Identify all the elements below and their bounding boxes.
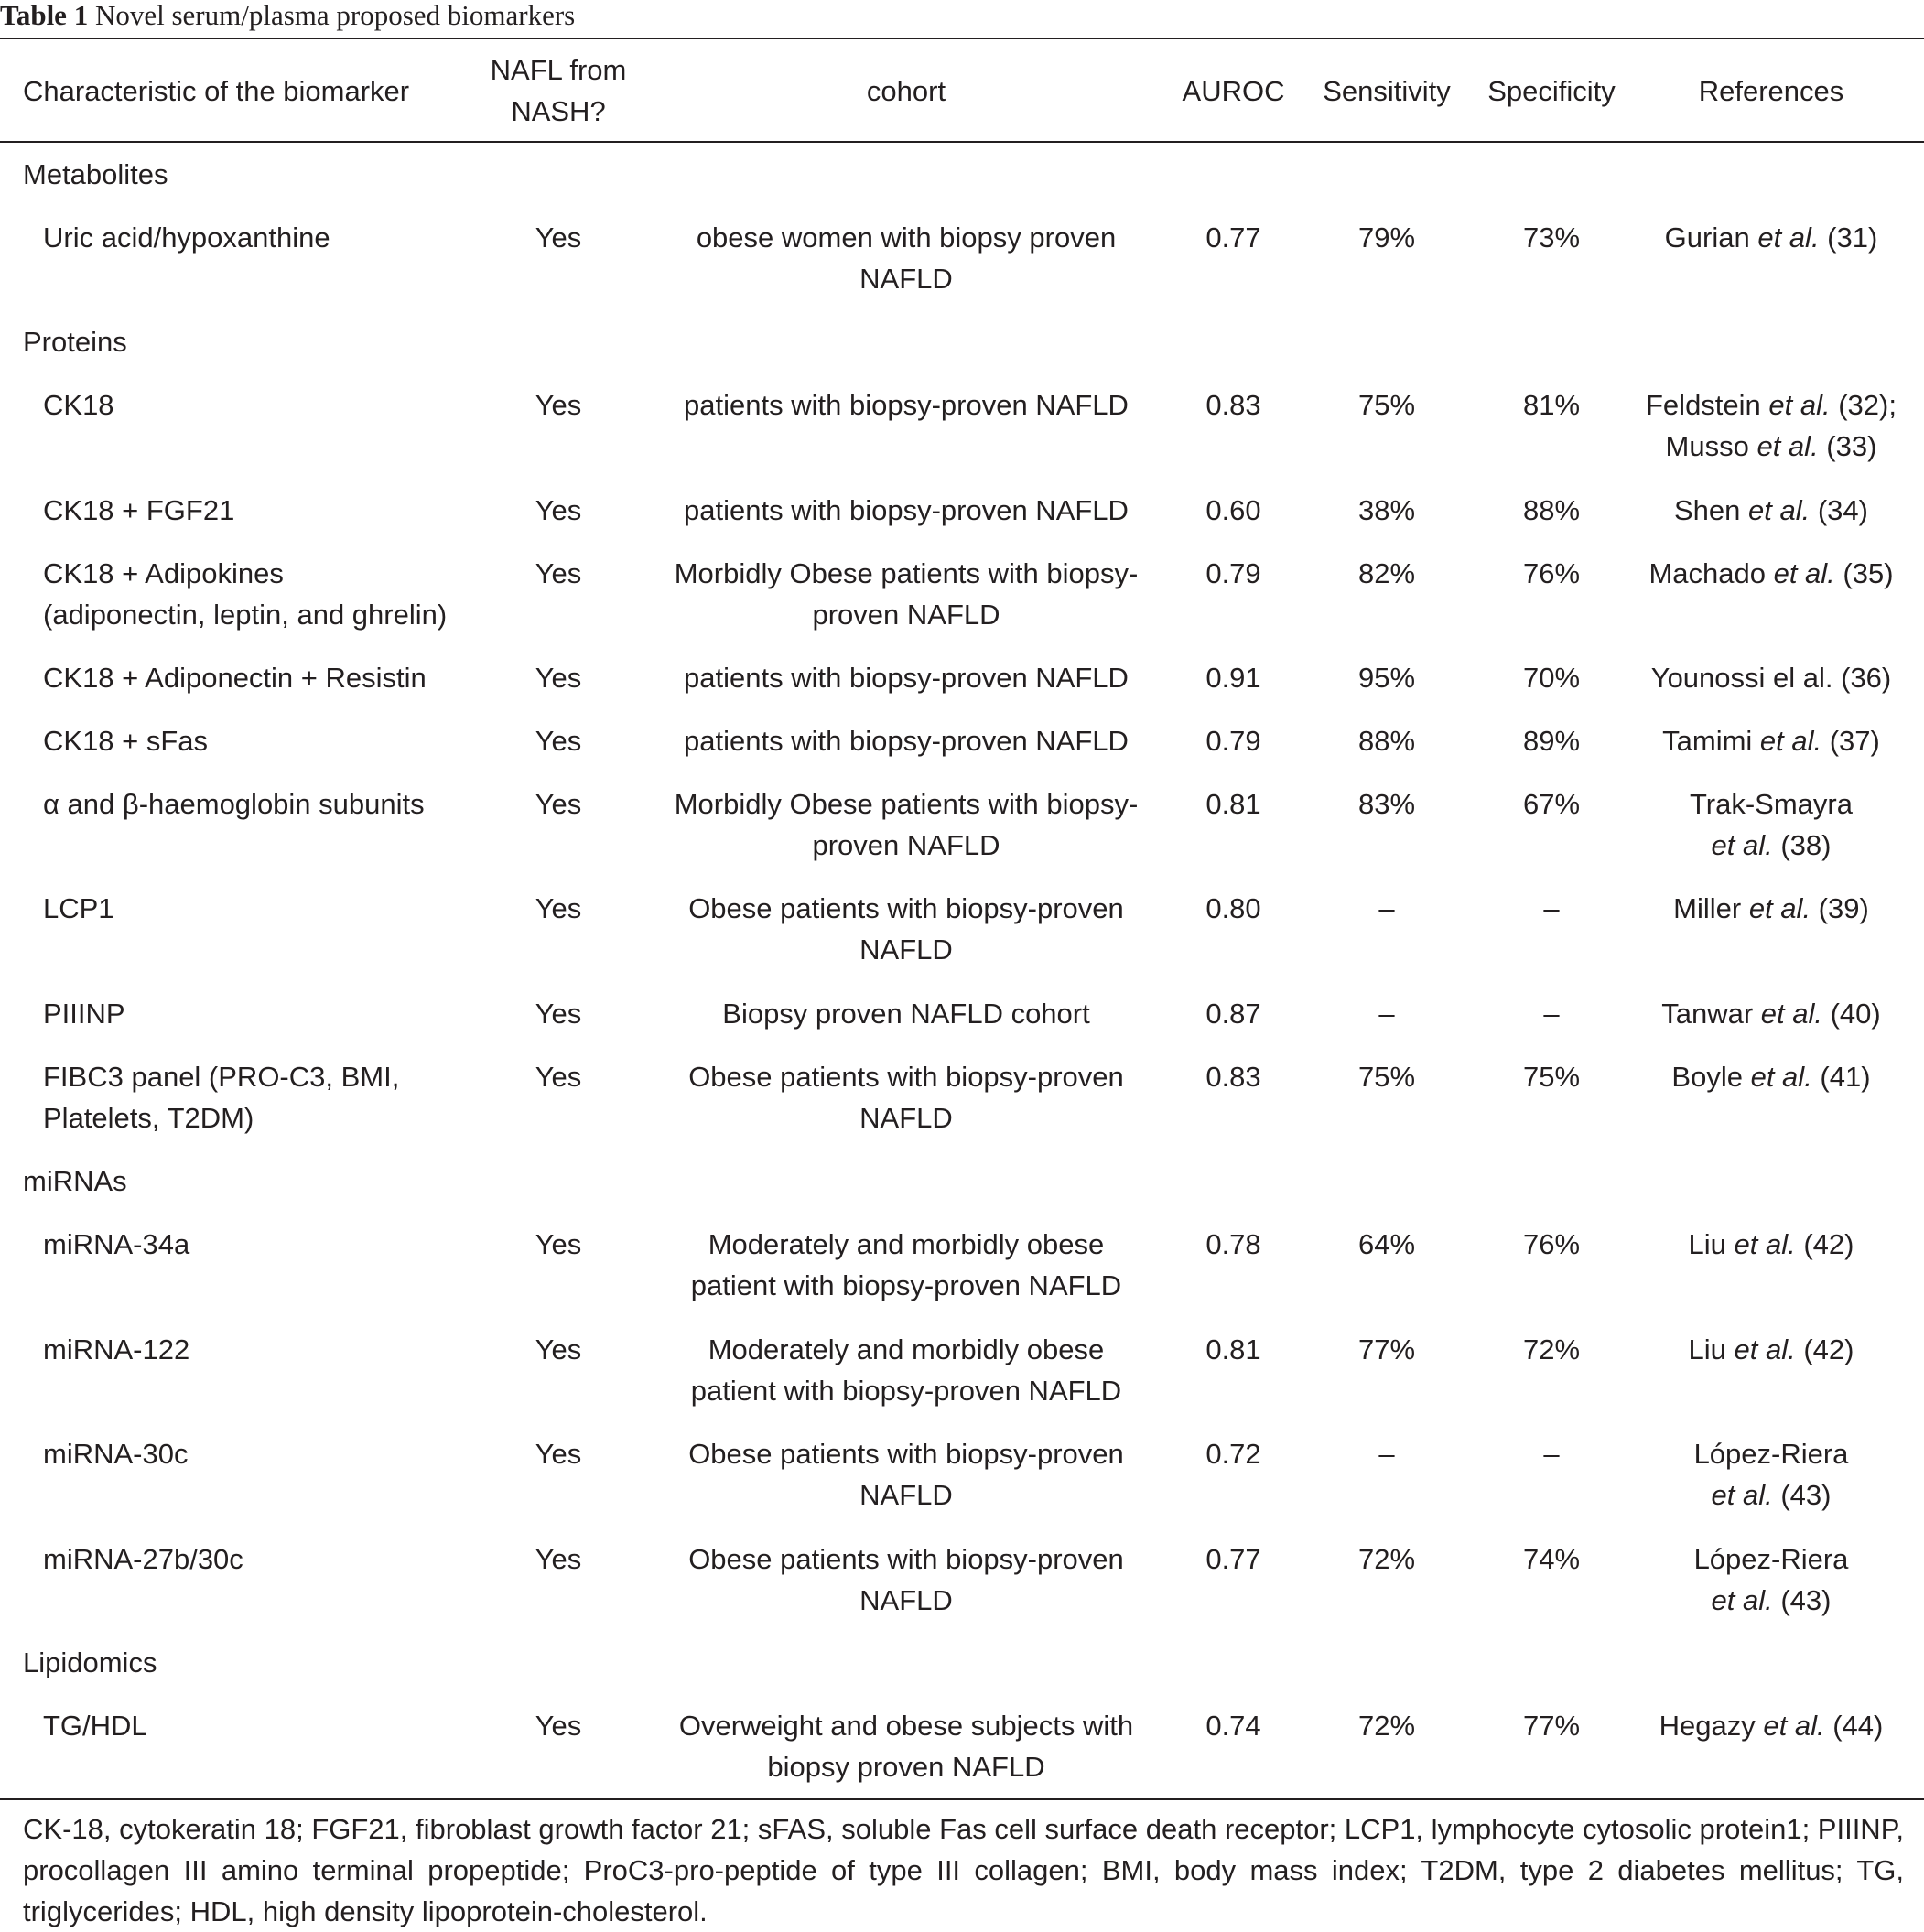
reference-cell — [1634, 888, 1908, 929]
reference-number: (33) — [1818, 430, 1877, 462]
sensitivity-cell: 38% — [1357, 494, 1416, 526]
biomarker-line: α and β-haemoglobin subunits — [43, 788, 425, 820]
auroc-cell: 0.81 — [1205, 788, 1261, 820]
cohort-line: patients with biopsy-proven NAFLD — [684, 725, 1129, 757]
reference-line — [1634, 1705, 1908, 1746]
header-characteristic: Characteristic of the biomarker — [23, 75, 410, 107]
reference-line — [1634, 1580, 1908, 1621]
biomarker-cell — [43, 1538, 482, 1580]
reference-etal: et al. — [1711, 1584, 1773, 1616]
reference-cell — [1634, 553, 1908, 594]
biomarker-cell — [43, 1329, 482, 1370]
header-rule — [0, 141, 1924, 143]
auroc-cell: 0.77 — [1205, 221, 1261, 254]
biomarker-line: CK18 + FGF21 — [43, 494, 235, 526]
reference-cell — [1634, 1433, 1908, 1516]
reference-etal: et al. — [1757, 221, 1820, 254]
biomarker-cell — [43, 657, 482, 698]
biomarker-line: PIIINP — [43, 998, 125, 1030]
cohort-line: proven NAFLD — [812, 829, 1000, 861]
specificity-cell: 70% — [1522, 662, 1581, 694]
reference-number: (44) — [1824, 1710, 1884, 1742]
nafl-from-nash-cell: Yes — [535, 389, 582, 421]
reference-line — [1634, 1224, 1908, 1265]
cohort-cell — [632, 657, 1181, 698]
auroc-cell: 0.83 — [1205, 1061, 1261, 1093]
nafl-from-nash-cell: Yes — [535, 725, 582, 757]
specificity-cell: – — [1543, 892, 1560, 924]
reference-line — [1634, 888, 1908, 929]
reference-author: Liu — [1688, 1333, 1735, 1365]
reference-author: López-Riera — [1693, 1438, 1849, 1470]
reference-cell — [1634, 1329, 1908, 1370]
specificity-cell: 76% — [1522, 557, 1581, 589]
reference-cell — [1634, 384, 1908, 467]
reference-etal: et al. — [1711, 829, 1773, 861]
reference-number: (43) — [1772, 1479, 1832, 1511]
auroc-cell: 0.74 — [1205, 1710, 1261, 1742]
reference-number: (41) — [1811, 1061, 1871, 1093]
cohort-cell — [632, 993, 1181, 1034]
cohort-cell — [632, 1538, 1181, 1621]
nafl-from-nash-cell: Yes — [535, 662, 582, 694]
reference-number: (42) — [1795, 1333, 1854, 1365]
table-footnote: CK-18, cytokeratin 18; FGF21, fibroblast growth factor 21; sFAS, soluble Fas cell surface death receptor; LCP1, lymphocyte cytosolic protein1; PIIINP, procollagen III amino terminal propeptide; ProC3-pro-peptide of type III collagen; BMI, body mass index; T2DM, type 2 diabetes mellitus; TG, triglycerides; HDL, high density lipoprotein-cholesterol. — [23, 1813, 1904, 1927]
reference-line — [1634, 553, 1908, 594]
reference-line — [1634, 720, 1908, 761]
reference-number: (40) — [1822, 998, 1881, 1030]
cohort-cell — [632, 1705, 1181, 1787]
cohort-line: Morbidly Obese patients with biopsy- — [674, 557, 1139, 589]
header-sensitivity: Sensitivity — [1323, 75, 1451, 107]
reference-author: Tanwar — [1661, 998, 1761, 1030]
reference-author: Tamimi — [1662, 725, 1760, 757]
specificity-cell: – — [1543, 1438, 1560, 1470]
biomarker-cell — [43, 888, 482, 929]
cohort-line: Obese patients with biopsy-proven — [688, 892, 1124, 924]
reference-number: (39) — [1811, 892, 1869, 924]
header-references: References — [1698, 75, 1844, 107]
sensitivity-cell: 95% — [1357, 662, 1416, 694]
cohort-line: NAFLD — [859, 934, 953, 966]
reference-etal: et al. — [1748, 892, 1811, 924]
nafl-from-nash-cell: Yes — [535, 557, 582, 589]
cohort-cell — [632, 490, 1181, 531]
table-caption — [0, 0, 575, 37]
reference-cell — [1634, 217, 1908, 258]
cohort-line: NAFLD — [859, 1584, 953, 1616]
reference-number: (35) — [1834, 557, 1894, 589]
reference-line — [1634, 217, 1908, 258]
biomarker-line: (adiponectin, leptin, and ghrelin) — [43, 599, 448, 631]
biomarker-line: CK18 + sFas — [43, 725, 209, 757]
reference-number: (34) — [1810, 494, 1868, 526]
biomarker-line: LCP1 — [43, 892, 114, 924]
header-nafl-from-nash — [458, 49, 659, 132]
specificity-cell: 75% — [1522, 1061, 1581, 1093]
cohort-line: obese women with biopsy proven — [696, 221, 1117, 254]
reference-cell — [1634, 1224, 1908, 1265]
specificity-cell: 77% — [1522, 1710, 1581, 1742]
specificity-cell: 67% — [1522, 788, 1581, 820]
cohort-cell — [632, 1056, 1181, 1139]
cohort-line: Obese patients with biopsy-proven — [688, 1061, 1124, 1093]
table-caption-label: Table 1 — [0, 0, 89, 31]
auroc-cell: 0.87 — [1205, 998, 1261, 1030]
section-lipidomics: Lipidomics — [23, 1646, 157, 1678]
biomarker-line: Uric acid/hypoxanthine — [43, 221, 330, 254]
section-proteins: Proteins — [23, 326, 127, 358]
sensitivity-cell: 83% — [1357, 788, 1416, 820]
sensitivity-cell: 75% — [1357, 1061, 1416, 1093]
cohort-cell — [632, 1329, 1181, 1411]
cohort-line: Morbidly Obese patients with biopsy- — [674, 788, 1139, 820]
reference-number: (32); — [1830, 389, 1897, 421]
top-rule — [0, 38, 1924, 39]
biomarker-cell — [43, 490, 482, 531]
reference-cell — [1634, 1705, 1908, 1746]
reference-author: Miller — [1673, 892, 1749, 924]
specificity-cell: 74% — [1522, 1543, 1581, 1575]
specificity-cell: 81% — [1522, 389, 1581, 421]
biomarker-line: miRNA-122 — [43, 1333, 190, 1365]
cohort-line: Biopsy proven NAFLD cohort — [722, 998, 1090, 1030]
reference-author: Shen — [1674, 494, 1749, 526]
reference-etal: et al. — [1760, 998, 1822, 1030]
header-nafl-line1: NAFL from — [490, 54, 627, 86]
reference-etal: et al. — [1759, 725, 1822, 757]
table-caption-text: Novel serum/plasma proposed biomarkers — [88, 0, 576, 31]
nafl-from-nash-cell: Yes — [535, 494, 582, 526]
cohort-cell — [632, 888, 1181, 970]
cohort-line: NAFLD — [859, 1102, 953, 1134]
cohort-line: biopsy proven NAFLD — [767, 1751, 1045, 1783]
biomarker-line: miRNA-34a — [43, 1228, 190, 1260]
nafl-from-nash-cell: Yes — [535, 1228, 582, 1260]
biomarker-cell — [43, 993, 482, 1034]
nafl-from-nash-cell: Yes — [535, 1710, 582, 1742]
reference-line — [1634, 1329, 1908, 1370]
sensitivity-cell: 82% — [1357, 557, 1416, 589]
reference-etal: et al. — [1711, 1479, 1773, 1511]
reference-line — [1634, 1538, 1908, 1580]
nafl-from-nash-cell: Yes — [535, 892, 582, 924]
auroc-cell: 0.91 — [1205, 662, 1261, 694]
reference-etal: et al. — [1756, 430, 1819, 462]
header-cohort: cohort — [866, 75, 946, 107]
reference-cell — [1634, 490, 1908, 531]
reference-etal: et al. — [1768, 389, 1831, 421]
specificity-cell: 88% — [1522, 494, 1581, 526]
cohort-line: Obese patients with biopsy-proven — [688, 1438, 1124, 1470]
sensitivity-cell: 75% — [1357, 389, 1416, 421]
reference-etal: et al. — [1750, 1061, 1812, 1093]
nafl-from-nash-cell: Yes — [535, 1333, 582, 1365]
biomarker-cell — [43, 1056, 482, 1139]
reference-cell — [1634, 657, 1908, 698]
nafl-from-nash-cell: Yes — [535, 221, 582, 254]
reference-cell — [1634, 720, 1908, 761]
biomarker-cell — [43, 553, 482, 635]
reference-line — [1634, 825, 1908, 866]
sensitivity-cell: 77% — [1357, 1333, 1416, 1365]
specificity-cell: 73% — [1522, 221, 1581, 254]
reference-line — [1634, 993, 1908, 1034]
auroc-cell: 0.79 — [1205, 557, 1261, 589]
auroc-cell: 0.77 — [1205, 1543, 1261, 1575]
reference-line — [1634, 426, 1908, 467]
reference-line — [1634, 657, 1908, 698]
biomarker-cell — [43, 783, 482, 825]
cohort-cell — [632, 1433, 1181, 1516]
cohort-cell — [632, 217, 1181, 299]
auroc-cell: 0.79 — [1205, 725, 1261, 757]
cohort-line: Overweight and obese subjects with — [678, 1710, 1134, 1742]
cohort-cell — [632, 783, 1181, 866]
cohort-line: patients with biopsy-proven NAFLD — [684, 494, 1129, 526]
biomarker-cell — [43, 720, 482, 761]
header-auroc: AUROC — [1182, 75, 1285, 107]
cohort-line: Moderately and morbidly obese — [708, 1228, 1105, 1260]
auroc-cell: 0.78 — [1205, 1228, 1261, 1260]
biomarker-line: CK18 — [43, 389, 114, 421]
cohort-line: proven NAFLD — [812, 599, 1000, 631]
reference-etal: et al. — [1763, 1710, 1825, 1742]
reference-author: López-Riera — [1693, 1543, 1849, 1575]
specificity-cell: 89% — [1522, 725, 1581, 757]
auroc-cell: 0.83 — [1205, 389, 1261, 421]
nafl-from-nash-cell: Yes — [535, 1543, 582, 1575]
sensitivity-cell: – — [1378, 998, 1395, 1030]
biomarker-cell — [43, 217, 482, 258]
reference-etal: et al. — [1773, 557, 1835, 589]
cohort-line: patients with biopsy-proven NAFLD — [684, 389, 1129, 421]
cohort-line: patient with biopsy-proven NAFLD — [690, 1269, 1122, 1301]
reference-line — [1634, 1056, 1908, 1097]
reference-line — [1634, 384, 1908, 426]
reference-cell — [1634, 783, 1908, 866]
biomarker-cell — [43, 384, 482, 426]
reference-author: Gurian — [1664, 221, 1758, 254]
biomarker-line: Platelets, T2DM) — [43, 1102, 254, 1134]
specificity-cell: 76% — [1522, 1228, 1581, 1260]
reference-line — [1634, 1433, 1908, 1474]
sensitivity-cell: – — [1378, 1438, 1395, 1470]
auroc-cell: 0.80 — [1205, 892, 1261, 924]
sensitivity-cell: 72% — [1357, 1543, 1416, 1575]
reference-line — [1634, 490, 1908, 531]
nafl-from-nash-cell: Yes — [535, 788, 582, 820]
biomarker-line: miRNA-30c — [43, 1438, 189, 1470]
auroc-cell: 0.81 — [1205, 1333, 1261, 1365]
reference-etal: et al. — [1748, 494, 1811, 526]
biomarker-cell — [43, 1705, 482, 1746]
reference-cell — [1634, 993, 1908, 1034]
sensitivity-cell: – — [1378, 892, 1395, 924]
reference-etal: et al. — [1734, 1228, 1796, 1260]
cohort-cell — [632, 720, 1181, 761]
specificity-cell: – — [1543, 998, 1560, 1030]
sensitivity-cell: 64% — [1357, 1228, 1416, 1260]
biomarker-cell — [43, 1433, 482, 1474]
reference-cell — [1634, 1538, 1908, 1621]
biomarker-line: CK18 + Adipokines — [43, 557, 284, 589]
biomarker-line: CK18 + Adiponectin + Resistin — [43, 662, 427, 694]
reference-line — [1634, 1474, 1908, 1516]
sensitivity-cell: 79% — [1357, 221, 1416, 254]
biomarker-cell — [43, 1224, 482, 1265]
section-mirnas: miRNAs — [23, 1165, 127, 1197]
nafl-from-nash-cell: Yes — [535, 1061, 582, 1093]
nafl-from-nash-cell: Yes — [535, 1438, 582, 1470]
reference-number: (43) — [1772, 1584, 1832, 1616]
reference-author: Feldstein — [1646, 389, 1769, 421]
header-specificity: Specificity — [1487, 75, 1616, 107]
cohort-line: Obese patients with biopsy-proven — [688, 1543, 1124, 1575]
auroc-cell: 0.72 — [1205, 1438, 1261, 1470]
section-metabolites: Metabolites — [23, 158, 168, 190]
reference-author: Liu — [1688, 1228, 1735, 1260]
reference-author: Hegazy — [1659, 1710, 1764, 1742]
cohort-cell — [632, 384, 1181, 426]
bottom-rule — [0, 1798, 1924, 1800]
reference-author: Younossi el al. (36) — [1650, 662, 1892, 694]
sensitivity-cell: 72% — [1357, 1710, 1416, 1742]
specificity-cell: 72% — [1522, 1333, 1581, 1365]
cohort-line: NAFLD — [859, 263, 953, 295]
cohort-line: patients with biopsy-proven NAFLD — [684, 662, 1129, 694]
cohort-line: NAFLD — [859, 1479, 953, 1511]
reference-author: Boyle — [1671, 1061, 1751, 1093]
reference-author: Trak-Smayra — [1690, 788, 1853, 820]
cohort-cell — [632, 1224, 1181, 1306]
reference-cell — [1634, 1056, 1908, 1097]
biomarker-line: FIBC3 panel (PRO-C3, BMI, — [43, 1061, 400, 1093]
reference-number: (42) — [1795, 1228, 1854, 1260]
cohort-line: Moderately and morbidly obese — [708, 1333, 1105, 1365]
reference-author: Machado — [1648, 557, 1774, 589]
biomarker-line: TG/HDL — [43, 1710, 147, 1742]
biomarker-line: miRNA-27b/30c — [43, 1543, 243, 1575]
cohort-line: patient with biopsy-proven NAFLD — [690, 1375, 1122, 1407]
reference-author: Musso — [1665, 430, 1757, 462]
nafl-from-nash-cell: Yes — [535, 998, 582, 1030]
sensitivity-cell: 88% — [1357, 725, 1416, 757]
header-nafl-line2: NASH? — [511, 95, 606, 127]
auroc-cell: 0.60 — [1205, 494, 1261, 526]
reference-etal: et al. — [1734, 1333, 1796, 1365]
cohort-cell — [632, 553, 1181, 635]
reference-number: (31) — [1819, 221, 1878, 254]
reference-number: (38) — [1772, 829, 1832, 861]
reference-line — [1634, 783, 1908, 825]
reference-number: (37) — [1821, 725, 1880, 757]
